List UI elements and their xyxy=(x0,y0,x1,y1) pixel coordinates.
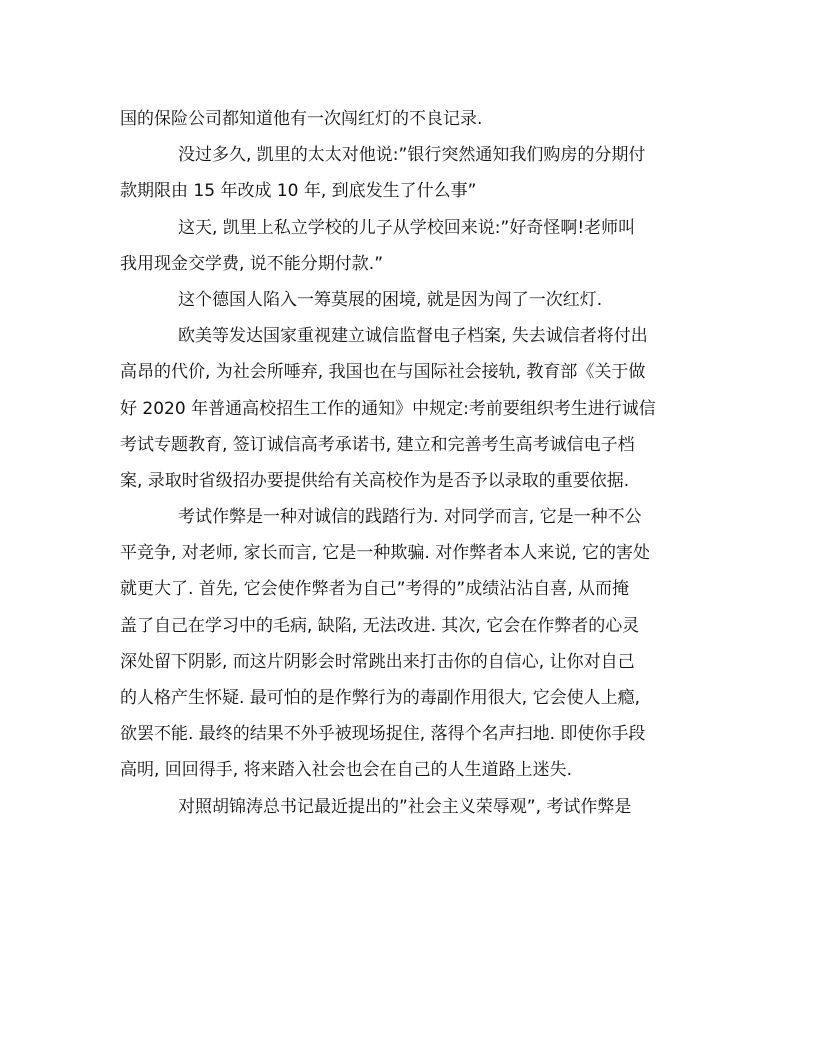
text-line: 就更大了. 首先, 它会使作弊者为自己”考得的”成绩沾沾自喜, 从而掩 xyxy=(120,579,630,600)
paragraph-first-line: 欧美等发达国家重视建立诚信监督电子档案, 失去诚信者将付出 xyxy=(178,326,648,347)
text-line: 的人格产生怀疑. 最可怕的是作弊行为的毒副作用很大, 它会使人上瘾, xyxy=(120,688,641,708)
text-line: 欲罢不能. 最终的结果不外乎被现场捉住, 落得个名声扫地. 即使你手段 xyxy=(120,724,646,745)
text-line: 款期限由 15 年改成 10 年, 到底发生了什么事” xyxy=(120,181,477,202)
text-line: 国的保险公司都知道他有一次闯红灯的不良记录. xyxy=(120,109,483,129)
paragraph-first-line: 考试作弊是一种对诚信的践踏行为. 对同学而言, 它是一种不公 xyxy=(178,507,642,528)
paragraph-first-line: 没过多久, 凯里的太太对他说:”银行突然通知我们购房的分期付 xyxy=(178,145,646,166)
paragraph-first-line: 这个德国人陷入一筹莫展的困境, 就是因为闯了一次红灯. xyxy=(178,289,603,310)
text-line: 高昂的代价, 为社会所唾弃, 我国也在与国际社会接轨, 教育部《关于做 xyxy=(120,362,646,383)
text-line: 盖了自己在学习中的毛病, 缺陷, 无法改进. 其次, 它会在作弊者的心灵 xyxy=(120,615,640,636)
paragraph-first-line: 这天, 凯里上私立学校的儿子从学校回来说:”好奇怪啊!老师叫 xyxy=(178,217,636,238)
text-line: 深处留下阴影, 而这片阴影会时常跳出来打击你的自信心, 让你对自己 xyxy=(120,651,635,672)
text-line: 考试专题教育, 签订诚信高考承诺书, 建立和完善考生高考诚信电子档 xyxy=(120,434,635,455)
text-line: 我用现金交学费, 说不能分期付款.” xyxy=(120,253,384,274)
text-line: 好 2020 年普通高校招生工作的通知》中规定:考前要组织考生进行诚信 xyxy=(120,398,656,419)
text-line: 高明, 回回得手, 将来踏入社会也会在自己的人生道路上迷失. xyxy=(120,760,573,781)
text-line: 案, 录取时省级招办要提供给有关高校作为是否予以录取的重要依据. xyxy=(120,470,630,491)
paragraph-first-line: 对照胡锦涛总书记最近提出的”社会主义荣辱观”, 考试作弊是 xyxy=(178,796,632,817)
document-body xyxy=(120,101,696,825)
text-line: 平竞争, 对老师, 家长而言, 它是一种欺骗. 对作弊者本人来说, 它的害处 xyxy=(120,543,651,564)
